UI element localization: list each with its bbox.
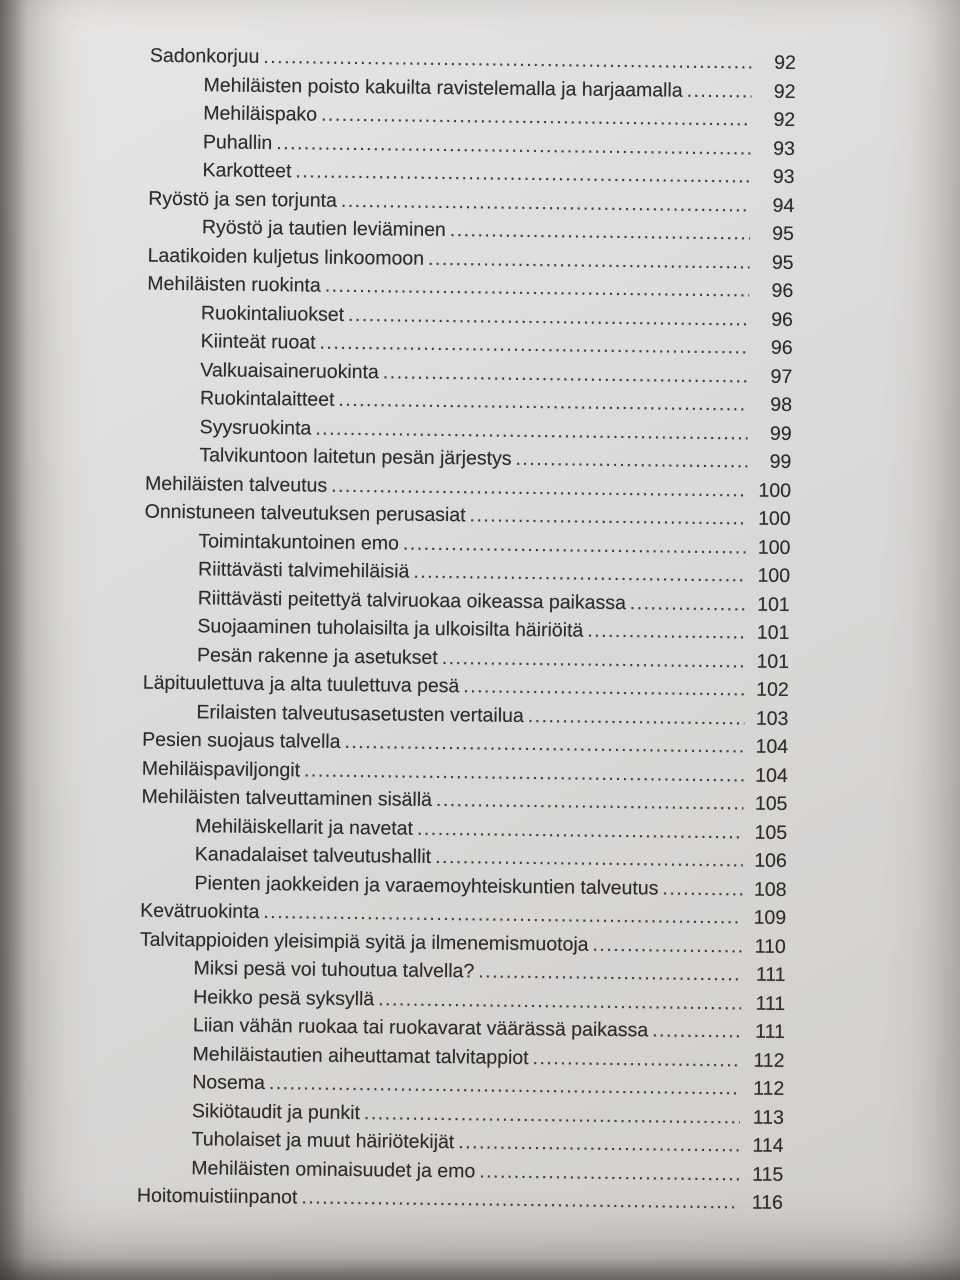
toc-entry-title: Mehiläisten talveutus bbox=[144, 472, 328, 497]
dot-leader bbox=[269, 1072, 741, 1100]
toc-entry-title: Pienten jaokkeiden ja varaemoyhteiskuntien talveutus bbox=[194, 871, 659, 899]
toc-entry-title: Kiinteät ruoat bbox=[200, 330, 316, 354]
toc-entry-title: Miksi pesä voi tuhoutua talvella? bbox=[193, 957, 475, 983]
dot-leader bbox=[276, 132, 751, 160]
dot-leader bbox=[301, 1186, 739, 1214]
toc-entry-page-number: 100 bbox=[757, 536, 791, 559]
dot-leader bbox=[321, 104, 751, 132]
toc-entry-page-number: 114 bbox=[752, 1134, 784, 1157]
toc-entry-page-number: 94 bbox=[772, 194, 795, 217]
dot-leader bbox=[325, 275, 750, 303]
toc-entry-title: Talvikuntoon laitetun pesän järjestys bbox=[199, 444, 512, 470]
toc-entry-title: Ruokintalaitteet bbox=[199, 387, 335, 411]
toc-entry-title: Onnistuneen talveutuksen perusasiat bbox=[144, 500, 466, 527]
dot-leader bbox=[417, 817, 743, 844]
dot-leader bbox=[687, 79, 752, 103]
dot-leader bbox=[469, 504, 746, 530]
dot-leader bbox=[450, 219, 750, 245]
toc-entry-page-number: 101 bbox=[757, 593, 790, 616]
toc-entry-title: Läpituulettuva ja alta tuulettuva pesä bbox=[142, 671, 460, 698]
toc-entry-page-number: 98 bbox=[770, 393, 793, 416]
dot-leader bbox=[652, 1019, 741, 1043]
toc-entry-page-number: 103 bbox=[755, 707, 789, 730]
toc-entry-page-number: 111 bbox=[755, 992, 786, 1015]
toc-entry-page-number: 113 bbox=[752, 1106, 785, 1129]
toc-entry-page-number: 95 bbox=[772, 222, 795, 245]
toc-entry-title: Ruokintaliuokset bbox=[200, 301, 345, 326]
toc-entry-page-number: 115 bbox=[752, 1163, 784, 1186]
toc-entry-page-number: 99 bbox=[769, 450, 792, 473]
toc-entry bbox=[137, 1185, 783, 1221]
toc-entry-page-number: 104 bbox=[755, 735, 789, 758]
toc-entry-page-number: 112 bbox=[753, 1049, 785, 1072]
toc-entry-title: Mehiläispako bbox=[203, 102, 318, 126]
dot-leader bbox=[344, 731, 744, 759]
toc-entry-title: Syysruokinta bbox=[199, 415, 312, 440]
toc-entry-title: Riittävästi talvimehiläisiä bbox=[197, 558, 410, 583]
dot-leader bbox=[630, 592, 746, 616]
dot-leader bbox=[528, 705, 745, 730]
toc-entry-title: Puhallin bbox=[202, 130, 273, 154]
toc-entry-page-number: 112 bbox=[753, 1077, 785, 1100]
dot-leader bbox=[662, 877, 742, 901]
toc-entry-title: Kevätruokinta bbox=[140, 899, 260, 923]
toc-entry-page-number: 101 bbox=[756, 621, 790, 644]
toc-entry-page-number: 100 bbox=[758, 507, 791, 530]
toc-list bbox=[137, 45, 796, 1221]
toc-entry-title: Suojaaminen tuholaisilta ja ulkoisilta häiriöitä bbox=[197, 615, 584, 642]
toc-entry-page-number: 105 bbox=[754, 792, 788, 815]
toc-entry-title: Mehiläispaviljongit bbox=[141, 757, 301, 781]
toc-entry-page-number: 92 bbox=[773, 80, 796, 103]
toc-entry-title: Pesän rakenne ja asetukset bbox=[196, 643, 438, 669]
toc-entry-title: Toimintakuntoinen emo bbox=[198, 529, 400, 555]
toc-entry-title: Tuholaiset ja muut häiriötekijät bbox=[191, 1128, 455, 1154]
toc-entry-page-number: 102 bbox=[756, 678, 789, 701]
toc-entry-title: Nosema bbox=[192, 1071, 266, 1095]
toc-entry-title: Ryöstö ja tautien leviäminen bbox=[201, 216, 446, 242]
toc-entry-title: Sikiötaudit ja punkit bbox=[191, 1099, 361, 1124]
toc-entry-page-number: 96 bbox=[770, 336, 793, 359]
toc-entry-page-number: 108 bbox=[753, 878, 787, 901]
toc-entry-title: Heikko pesä syksyllä bbox=[193, 985, 375, 1010]
toc-entry-page-number: 96 bbox=[771, 308, 794, 331]
dot-leader bbox=[413, 561, 746, 588]
toc-entry-title: Riittävästi peitettyä talviruokaa oikeassa paikassa bbox=[197, 586, 627, 614]
toc-entry-page-number: 104 bbox=[755, 764, 788, 787]
dot-leader bbox=[442, 647, 746, 673]
toc-entry-title: Liian vähän ruokaa tai ruokavarat väärässä paikassa bbox=[192, 1014, 649, 1042]
dot-leader bbox=[532, 1047, 740, 1072]
toc-entry-title: Mehiläisten ruokinta bbox=[147, 272, 321, 297]
toc-entry-title: Laatikoiden kuljetus linkoomoon bbox=[147, 244, 425, 270]
toc-entry-title: Mehiläistautien aiheuttamat talvitappiot bbox=[192, 1042, 529, 1069]
toc-entry-page-number: 93 bbox=[773, 137, 796, 160]
toc-entry-title: Sadonkorjuu bbox=[149, 44, 260, 68]
toc-entry-page-number: 100 bbox=[758, 479, 792, 502]
toc-entry-title: Kanadalaiset talveutushallit bbox=[194, 843, 432, 868]
toc-entry-title: Valkuaisaineruokinta bbox=[200, 358, 379, 383]
dot-leader bbox=[383, 361, 749, 388]
dot-leader bbox=[478, 960, 741, 986]
toc-entry-page-number: 96 bbox=[771, 279, 794, 302]
dot-leader bbox=[341, 189, 751, 217]
toc-entry-page-number: 116 bbox=[751, 1191, 784, 1214]
toc-entry-title: Mehiläisten poisto kakuilta ravistelemalla ja harjaamalla bbox=[203, 73, 683, 102]
dot-leader bbox=[592, 933, 742, 958]
dot-leader bbox=[428, 247, 750, 274]
toc-entry-title: Talvitappioiden yleisimpiä syitä ja ilmenemismuotoja bbox=[139, 928, 589, 956]
toc-entry-page-number: 111 bbox=[755, 963, 786, 986]
toc-entry-title: Ryöstö ja sen torjunta bbox=[148, 187, 338, 212]
dot-leader bbox=[515, 448, 747, 474]
dot-leader bbox=[587, 620, 745, 645]
dot-leader bbox=[378, 988, 741, 1015]
dot-leader bbox=[479, 1160, 739, 1186]
dot-leader bbox=[319, 332, 748, 360]
dot-leader bbox=[295, 160, 750, 188]
toc-entry-page-number: 92 bbox=[774, 51, 796, 74]
toc-entry-page-number: 97 bbox=[770, 365, 793, 388]
dot-leader bbox=[304, 759, 744, 787]
toc-entry-title: Erilaisten talveutusasetusten vertailua bbox=[196, 700, 524, 727]
toc-entry-title: Pesien suojaus talvella bbox=[142, 728, 341, 753]
dot-leader bbox=[263, 901, 742, 929]
dot-leader bbox=[338, 389, 748, 417]
toc-entry-page-number: 99 bbox=[769, 422, 792, 445]
toc-entry-page-number: 101 bbox=[756, 650, 790, 673]
toc-entry-page-number: 92 bbox=[773, 108, 796, 131]
toc-entry-title: Mehiläisten ominaisuudet ja emo bbox=[191, 1156, 476, 1182]
toc-entry-page-number: 106 bbox=[754, 849, 787, 872]
dot-leader bbox=[331, 474, 747, 502]
dot-leader bbox=[315, 417, 748, 445]
toc-entry-title: Mehiläisten talveuttaminen sisällä bbox=[141, 785, 433, 811]
toc-entry-title: Karkotteet bbox=[202, 159, 292, 183]
toc-entry-title: Mehiläiskellarit ja navetat bbox=[195, 814, 414, 840]
toc-entry-page-number: 105 bbox=[754, 821, 788, 844]
dot-leader bbox=[436, 789, 744, 815]
toc-entry-page-number: 109 bbox=[753, 906, 787, 929]
dot-leader bbox=[364, 1102, 740, 1129]
toc-entry-title: Hoitomuistiinpanot bbox=[136, 1184, 298, 1209]
dot-leader bbox=[463, 675, 745, 701]
toc-entry-page-number: 110 bbox=[754, 935, 786, 958]
toc-entry-page-number: 93 bbox=[772, 165, 795, 188]
dot-leader bbox=[403, 532, 747, 559]
dot-leader bbox=[435, 846, 743, 872]
toc-entry-page-number: 95 bbox=[771, 251, 794, 274]
dot-leader bbox=[348, 303, 749, 331]
toc-entry-page-number: 111 bbox=[755, 1020, 786, 1043]
toc-entry-page-number: 100 bbox=[757, 564, 791, 587]
dot-leader bbox=[263, 46, 752, 75]
dot-leader bbox=[458, 1131, 740, 1157]
